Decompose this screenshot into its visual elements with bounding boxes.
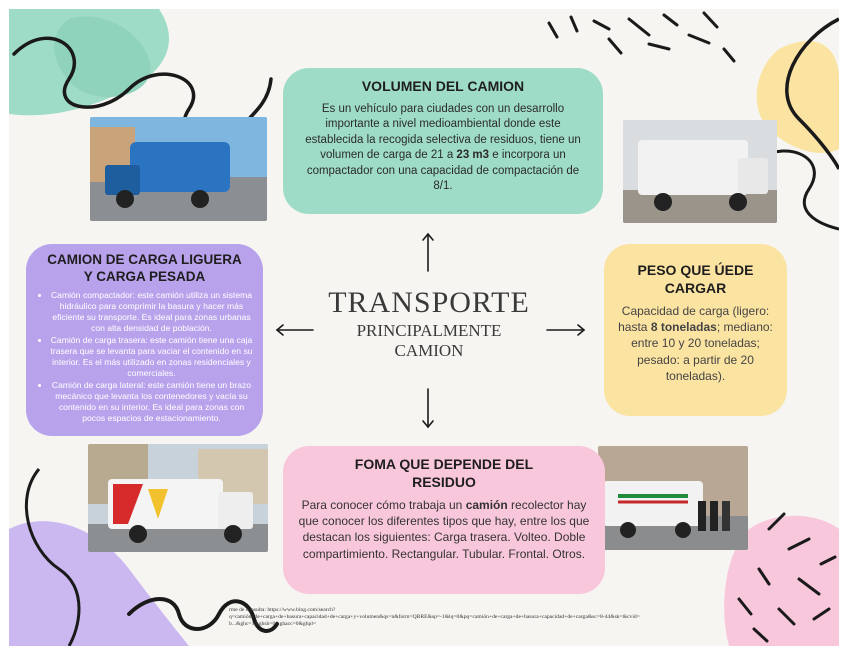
infographic-sheet [9, 9, 839, 646]
center-subtitle-line1: PRINCIPALMENTE [356, 320, 502, 340]
footnote-line3: b...&ghc=1&ghsh=0&ghacc=0&ghpl= [229, 620, 317, 627]
volumen-text-before: Es un vehículo para ciudades con un desarrollo importante a nivel medioambiental donde este establecida la recogida selectiva de residuos, tiene un volumen de carga de 21 a [305, 102, 581, 162]
source-footnote [229, 607, 669, 628]
liguera-bullet: • Camión de carga lateral: este camión tiene un brazo mecánico que levanta los contenedores y vacía su contenido en su interior. Es ideal para zonas con pocos espacios de estacionamiento. [50, 380, 253, 424]
peso-heading-line1: PESO QUE ÚEDE [637, 262, 754, 278]
peso-heading [618, 262, 773, 297]
footnote-line2: q=camión+de+carga+de+basura+capacidad+de+carga+y+volumen&qs=n&form=QBRE&sp=-1&lq=0&pq=camión+de+carga+de+basura+capacidad+de+carga&sc=8-44&sk=&cvid= [229, 613, 640, 620]
photo-colorful-garbage-truck [88, 444, 268, 552]
liguera-bullet: • Camión de carga trasera: este camión tiene una caja trasera que se levanta para vaciar el contenido en su interior. Es el más utilizado en zonas residenciales y comerciales. [50, 335, 253, 379]
peso-text [618, 303, 773, 384]
photo-truck-with-staff [598, 446, 748, 550]
truck-illustration-white [623, 120, 777, 223]
truck-illustration-blue [90, 117, 267, 221]
foma-text [297, 497, 591, 562]
foma-heading [297, 456, 591, 491]
peso-heading-line2: CARGAR [664, 279, 727, 296]
card-forma-que-depende-del-residuo [283, 446, 605, 594]
center-title-block [309, 287, 549, 361]
liguera-bullet-list [36, 290, 253, 424]
volumen-text-bold: 23 m3 [456, 149, 490, 162]
foma-text-after: recolector hay que conocer los diferentes tipos que hay, entre los que destacan los siguientes: Carga trasera. Volteo. Doble compartimiento. Rectangular. Tubular. Frontal. Otros. [298, 498, 590, 561]
foma-heading-line1: FOMA QUE DEPENDE DEL [354, 456, 534, 472]
card-carga-liguera-pesada [26, 244, 263, 436]
peso-text-after: ; mediano: entre 10 y 20 toneladas; pesado: a partir de 20 toneladas). [631, 320, 773, 383]
liguera-bullet: • Camión compactador: este camión utiliza un sistema hidráulico para comprimir la basura y hacer más eficiente su transporte. Es ideal para zonas urbanas con alta densidad de población. [50, 290, 253, 334]
photo-white-garbage-truck [623, 120, 777, 223]
truck-illustration-colorful [88, 444, 268, 552]
photo-blue-garbage-truck [90, 117, 267, 221]
center-title: TRANSPORTE [328, 286, 530, 319]
peso-text-bold: 8 toneladas [650, 320, 717, 335]
footnote-line1: rme de consulta: https://www.bing.com/search? [229, 607, 336, 613]
foma-text-before: Para conocer cómo trabaja un [301, 498, 466, 512]
liguera-heading [36, 252, 253, 286]
truck-illustration-staff [598, 446, 748, 550]
peso-text-before: Capacidad de carga (ligero: hasta [618, 304, 770, 335]
center-subtitle-line2: CAMION [394, 340, 464, 360]
card-peso-que-puede-cargar [604, 244, 787, 416]
foma-text-bold: camión [465, 498, 508, 512]
card-volumen-del-camion [283, 68, 603, 214]
foma-heading-line2: RESIDUO [412, 473, 476, 490]
volumen-heading: VOLUMEN DEL CAMION [361, 78, 525, 94]
volumen-text [297, 102, 589, 195]
volumen-text-after: e incorpora un compactador con una capacidad de compactación de 8/1. [306, 149, 580, 193]
liguera-heading-line1: CAMION DE CARGA LIGUERA [47, 252, 242, 267]
liguera-heading-line2: Y CARGA PESADA [83, 268, 206, 284]
